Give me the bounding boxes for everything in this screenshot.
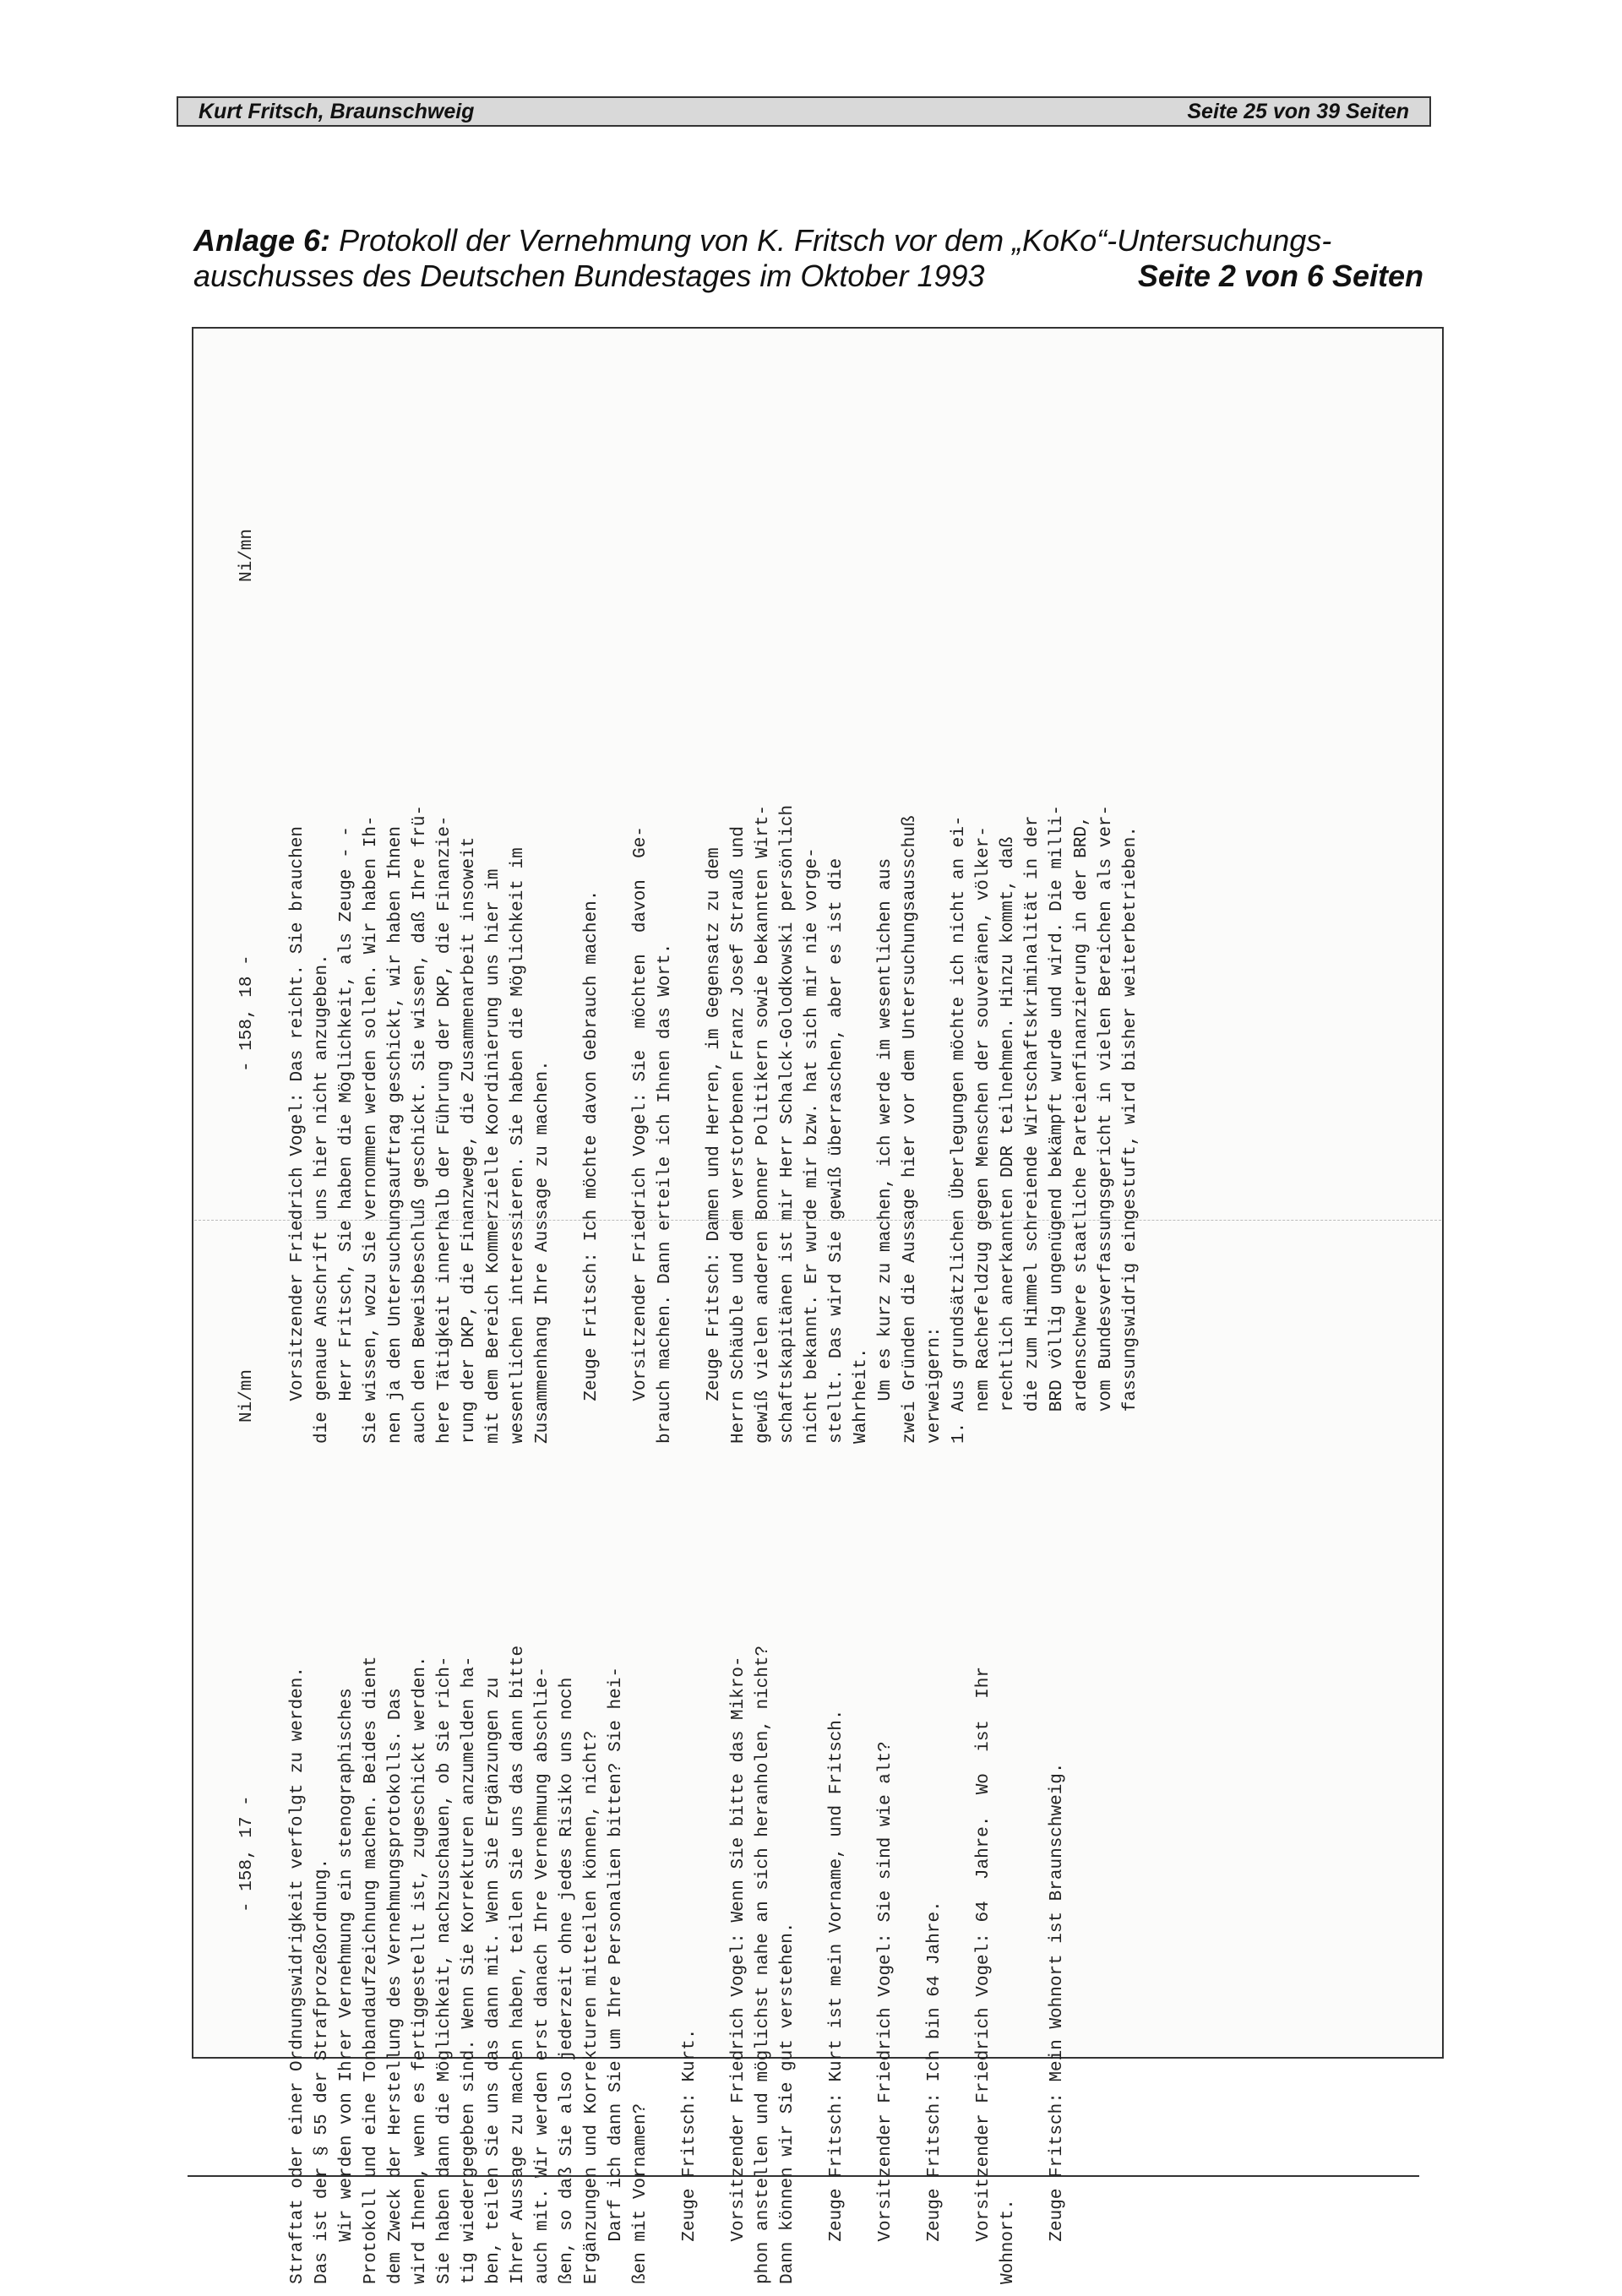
text-line: verweigern: <box>925 1326 944 1444</box>
text-line: ben, teilen Sie uns das dann mit. Wenn Sie Ergänzungen zu <box>484 1677 503 2284</box>
text-line: Wohnort. <box>999 2199 1018 2284</box>
initials: Ni/mn <box>237 528 257 582</box>
text-line: nen ja den Untersuchungsauftrag geschickt, wir haben Ihnen <box>386 826 406 1444</box>
text-line: auch mit. Wir werden erst danach Ihre Vernehmung abschlie- <box>533 1667 552 2284</box>
title-text-2: auschusses des Deutschen Bundestages im Oktober 1993 <box>193 258 985 293</box>
text-line: Protokoll und eine Tonbandaufzeichnung machen. Beides dient <box>362 1656 381 2284</box>
footer-rule <box>188 2175 1419 2177</box>
text-line: Straftat oder einer Ordnungswidrigkeit verfolgt zu werden. <box>288 1667 308 2284</box>
text-line: nem Rachefeldzug gegen Menschen der souveränen, völker- <box>974 826 993 1444</box>
text-line: ßen, so daß Sie also jederzeit ohne jedes Risiko uns noch <box>558 1677 577 2284</box>
text-line: Ihrer Aussage zu machen haben, teilen Sie uns das dann bitte <box>509 1645 528 2284</box>
text-line: phon anstellen und möglichst nahe an sich heranholen, nicht? <box>754 1645 773 2284</box>
text-line: mit dem Bereich Kommerzielle Koordinierung uns hier im <box>484 868 503 1444</box>
text-line <box>555 0 580 1444</box>
text-line: Sie haben dann die Möglichkeit, nachzuschauen, ob Sie rich- <box>435 1656 454 2284</box>
text-line: Zeuge Fritsch: Mein Wohnort ist Braunschweig. <box>1048 1762 1067 2284</box>
text-line: zwei Gründen die Aussage hier vor dem Untersuchungsausschuß <box>901 815 920 1444</box>
text-line: Zusammenhang Ihre Aussage zu machen. <box>533 1060 552 1444</box>
text-line: die zum Himmel schreiende Wirtschaftskriminalität in der <box>1023 815 1042 1444</box>
text-line: schaftskapitänen ist mir Herr Schalck-Golodkowski persönlich <box>778 804 797 1444</box>
text-line: Vorsitzender Friedrich Vogel: Das reicht. Sie brauchen <box>288 826 308 1444</box>
text-line: BRD völlig ungenügend bekämpft wurde und wird. Die milli- <box>1048 804 1067 1444</box>
text-line: gewiß vielen anderen Bonner Politikern sowie bekannten Wirt- <box>754 804 773 1444</box>
text-line: Das ist der § 55 der Strafprozeßordnung. <box>313 1858 332 2284</box>
text-line: rung der DKP, die Finanzwege, die Zusammenarbeit insoweit <box>460 836 479 1444</box>
text-line: ßen mit Vornamen? <box>631 2103 650 2284</box>
text-line: Herrn Schäuble und dem verstorbenen Franz Josef Strauß und <box>729 826 748 1444</box>
text-line <box>604 0 629 1444</box>
scan-page-158-18 <box>235 0 1401 1444</box>
title-label: Anlage 6: <box>193 223 331 258</box>
text-line: 1. Aus grundsätzlichen Überlegungen möchte ich nicht an ei- <box>950 815 969 1444</box>
text-line: Vorsitzender Friedrich Vogel: 64 Jahre. Wo ist Ihr <box>974 1667 993 2284</box>
text-line: Zeuge Fritsch: Kurt. <box>680 2028 699 2284</box>
text-line: Zeuge Fritsch: Ich bin 64 Jahre. <box>925 1901 944 2284</box>
text-line: Darf ich dann Sie um Ihre Personalien bitten? Sie hei- <box>607 1667 626 2284</box>
text-line: Sie wissen, wozu Sie vernommen werden sollen. Wir haben Ih- <box>362 815 381 1444</box>
scanned-protocol-image <box>192 327 1444 2284</box>
page-header-row <box>235 1368 264 2284</box>
text-line: rechtlich anerkannten DDR teilnehmen. Hinzu kommt, daß <box>999 836 1018 1444</box>
text-line: tig wiedergegeben sind. Wenn Sie Korrekturen anzumelden ha- <box>460 1656 479 2284</box>
text-line: nicht bekannt. Er wurde mir bzw. hat sich mir nie vorge- <box>803 847 822 1444</box>
title-page: Seite 2 von 6 Seiten <box>1137 258 1423 293</box>
text-line <box>678 0 702 1444</box>
typed-text <box>286 0 1143 1444</box>
initials: Ni/mn <box>237 1368 257 1423</box>
header-page-count: Seite 25 von 39 Seiten <box>1187 99 1409 123</box>
text-line: ardenschwere staatliche Parteienfinanzierung in der BRD, <box>1072 815 1091 1444</box>
text-line: Zeuge Fritsch: Ich möchte davon Gebrauch machen. <box>582 890 601 1444</box>
text-line: Dann können wir Sie gut verstehen. <box>778 1922 797 2284</box>
text-line: wird Ihnen, wenn es fertiggestellt ist, zugeschickt werden. <box>411 1656 430 2284</box>
header-author: Kurt Fritsch, Braunschweig <box>199 99 475 123</box>
text-line: Vorsitzender Friedrich Vogel: Sie sind wie alt? <box>876 1741 895 2284</box>
text-line: Herr Fritsch, Sie haben die Möglichkeit, als Zeuge - - <box>337 826 357 1444</box>
text-line: auch den Beweisbeschluß geschickt. Sie wissen, daß Ihre frü- <box>411 804 430 1444</box>
text-line: die genaue Anschrift uns hier nicht anzugeben. <box>313 954 332 1444</box>
text-line: Vorsitzender Friedrich Vogel: Wenn Sie bitte das Mikro- <box>729 1656 748 2284</box>
text-line: Wir werden von Ihrer Vernehmung ein stenographisches <box>337 1688 357 2284</box>
text-line: brauch machen. Dann erteile ich Ihnen das Wort. <box>656 943 675 1444</box>
text-line: Um es kurz zu machen, ich werde im wesentlichen aus <box>876 857 895 1444</box>
text-line: vom Bundesverfassungsgericht in vielen Bereichen als ver- <box>1097 804 1116 1444</box>
page-number: - 158, 17 - <box>237 1795 257 1912</box>
text-line: Vorsitzender Friedrich Vogel: Sie möchten davon Ge- <box>631 826 650 1444</box>
text-line: Ergänzungen und Korrekturen mitteilen können, nicht? <box>582 1730 601 2284</box>
text-line: wesentlichen interessieren. Sie haben die Möglichkeit im <box>509 847 528 1444</box>
title-text-1: Protokoll der Vernehmung von K. Fritsch vor dem „KoKo“-Untersuchungs- <box>339 223 1332 258</box>
text-line: Wahrheit. <box>852 1347 871 1444</box>
text-line: here Tätigkeit innerhalb der Führung der DKP, die Finanzie- <box>435 815 454 1444</box>
text-line: dem Zweck der Herstellung des Vernehmungsprotokolls. Das <box>386 1688 406 2284</box>
page-number: - 158, 18 - <box>237 955 257 1072</box>
text-line: Zeuge Fritsch: Damen und Herren, im Gegensatz zu dem <box>705 847 724 1444</box>
text-line: fassungswidrig eingestuft, wird bisher weiterbetrieben. <box>1121 826 1140 1444</box>
page-header-row <box>235 528 264 1444</box>
text-line: Zeuge Fritsch: Kurt ist mein Vorname, und Fritsch. <box>827 1709 846 2284</box>
text-line: stellt. Das wird Sie gewiß überraschen, aber es ist die <box>827 857 846 1444</box>
